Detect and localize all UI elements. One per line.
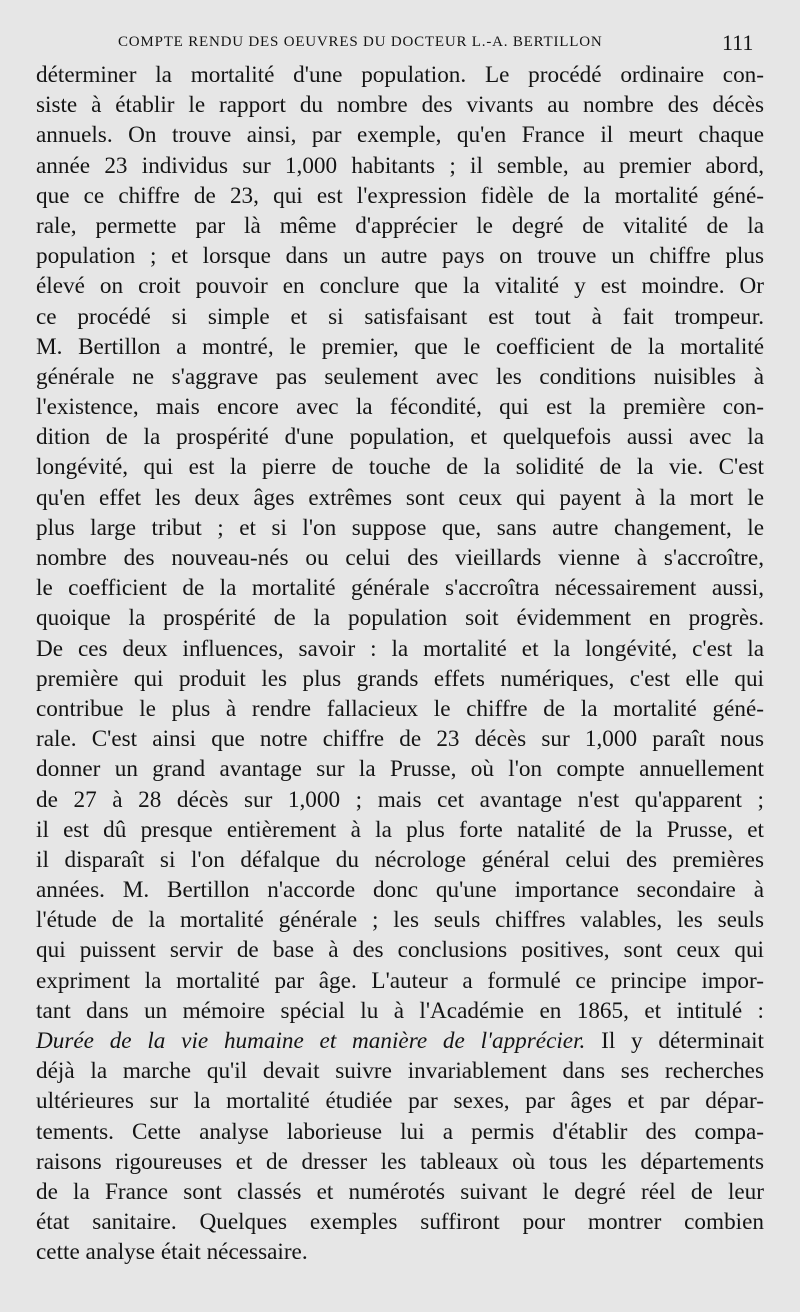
text-line: contribue le plus à rendre fallacieux le chiffre de la mortalité géné- bbox=[36, 695, 764, 722]
body-text bbox=[36, 60, 764, 1268]
memoir-title: Durée de la vie humaine et manière de l'apprécier. bbox=[36, 1028, 586, 1054]
text-line: donner un grand avantage sur la Prusse, où l'on compte annuellement bbox=[36, 756, 764, 783]
text-line: M. Bertillon a montré, le premier, que le coefficient de la mortalité bbox=[36, 333, 764, 360]
text-line: état sanitaire. Quelques exemples suffiront pour montrer combien bbox=[36, 1209, 764, 1236]
text-line: années. M. Bertillon n'accorde donc qu'une importance secondaire à bbox=[36, 877, 764, 904]
text-line: générale ne s'aggrave pas seulement avec les conditions nuisibles à bbox=[36, 363, 764, 390]
text-line: de la France sont classés et numérotés suivant le degré réel de leur bbox=[36, 1178, 764, 1205]
text-fragment: Il y déterminait bbox=[585, 1028, 764, 1054]
text-line: tant dans un mémoire spécial lu à l'Académie en 1865, et intitulé : bbox=[36, 997, 764, 1024]
text-line: population ; et lorsque dans un autre pays on trouve un chiffre plus bbox=[36, 243, 764, 270]
text-line: longévité, qui est la pierre de touche de la solidité de la vie. C'est bbox=[36, 454, 764, 481]
running-title: COMPTE RENDU DES OEUVRES DU DOCTEUR L.-A. BERTILLON bbox=[118, 34, 603, 50]
text-line: déjà la marche qu'il devait suivre invariablement dans ses recherches bbox=[36, 1058, 764, 1085]
text-line: expriment la mortalité par âge. L'auteur a formulé ce principe impor- bbox=[36, 967, 764, 994]
text-line: que ce chiffre de 23, qui est l'expression fidèle de la mortalité géné- bbox=[36, 182, 764, 209]
text-line: quoique la prospérité de la population soit évidemment en progrès. bbox=[36, 605, 764, 632]
text-line: il est dû presque entièrement à la plus forte natalité de la Prusse, et bbox=[36, 816, 764, 843]
text-line: De ces deux influences, savoir : la mortalité et la longévité, c'est la bbox=[36, 635, 764, 662]
text-line: plus large tribut ; et si l'on suppose que, sans autre changement, le bbox=[36, 514, 764, 541]
text-line: ce procédé si simple et si satisfaisant est tout à fait trompeur. bbox=[36, 303, 764, 330]
text-line: il disparaît si l'on défalque du nécrologe général celui des premières bbox=[36, 846, 764, 873]
text-line: le coefficient de la mortalité générale s'accroîtra nécessairement aussi, bbox=[36, 575, 764, 602]
text-line: dition de la prospérité d'une population, et quelquefois aussi avec la bbox=[36, 424, 764, 451]
text-line-with-title bbox=[36, 1026, 764, 1056]
text-line: l'étude de la mortalité générale ; les seuls chiffres valables, les seuls bbox=[36, 907, 764, 934]
text-line: ultérieures sur la mortalité étudiée par sexes, par âges et par dépar- bbox=[36, 1088, 764, 1115]
text-line: l'existence, mais encore avec la fécondité, qui est la première con- bbox=[36, 394, 764, 421]
text-line: de 27 à 28 décès sur 1,000 ; mais cet avantage n'est qu'apparent ; bbox=[36, 786, 764, 813]
text-line: première qui produit les plus grands effets numériques, c'est elle qui bbox=[36, 665, 764, 692]
text-line: nombre des nouveau-nés ou celui des vieillards vienne à s'accroître, bbox=[36, 545, 764, 571]
page-number: 111 bbox=[722, 30, 754, 55]
text-line: année 23 individus sur 1,000 habitants ; il semble, au premier abord, bbox=[36, 152, 764, 179]
text-line: siste à établir le rapport du nombre des vivants au nombre des décès bbox=[36, 92, 764, 119]
text-line-final: cette analyse était nécessaire. bbox=[36, 1239, 308, 1266]
text-line: rale, permette par là même d'apprécier le degré de vitalité de la bbox=[36, 212, 764, 239]
text-line: élevé on croit pouvoir en conclure que la vitalité y est moindre. Or bbox=[36, 273, 764, 300]
text-line: qu'en effet les deux âges extrêmes sont ceux qui payent à la mort le bbox=[36, 484, 764, 511]
text-line: déterminer la mortalité d'une population. Le procédé ordinaire con- bbox=[36, 62, 764, 88]
text-line: rale. C'est ainsi que notre chiffre de 23 décès sur 1,000 paraît nous bbox=[36, 726, 764, 753]
page-header bbox=[0, 24, 800, 64]
text-line: raisons rigoureuses et de dresser les tableaux où tous les départements bbox=[36, 1148, 764, 1175]
text-line: annuels. On trouve ainsi, par exemple, qu'en France il meurt chaque bbox=[36, 122, 764, 149]
text-line: tements. Cette analyse laborieuse lui a permis d'établir des compa- bbox=[36, 1118, 764, 1145]
text-line: qui puissent servir de base à des conclusions positives, sont ceux qui bbox=[36, 937, 764, 964]
